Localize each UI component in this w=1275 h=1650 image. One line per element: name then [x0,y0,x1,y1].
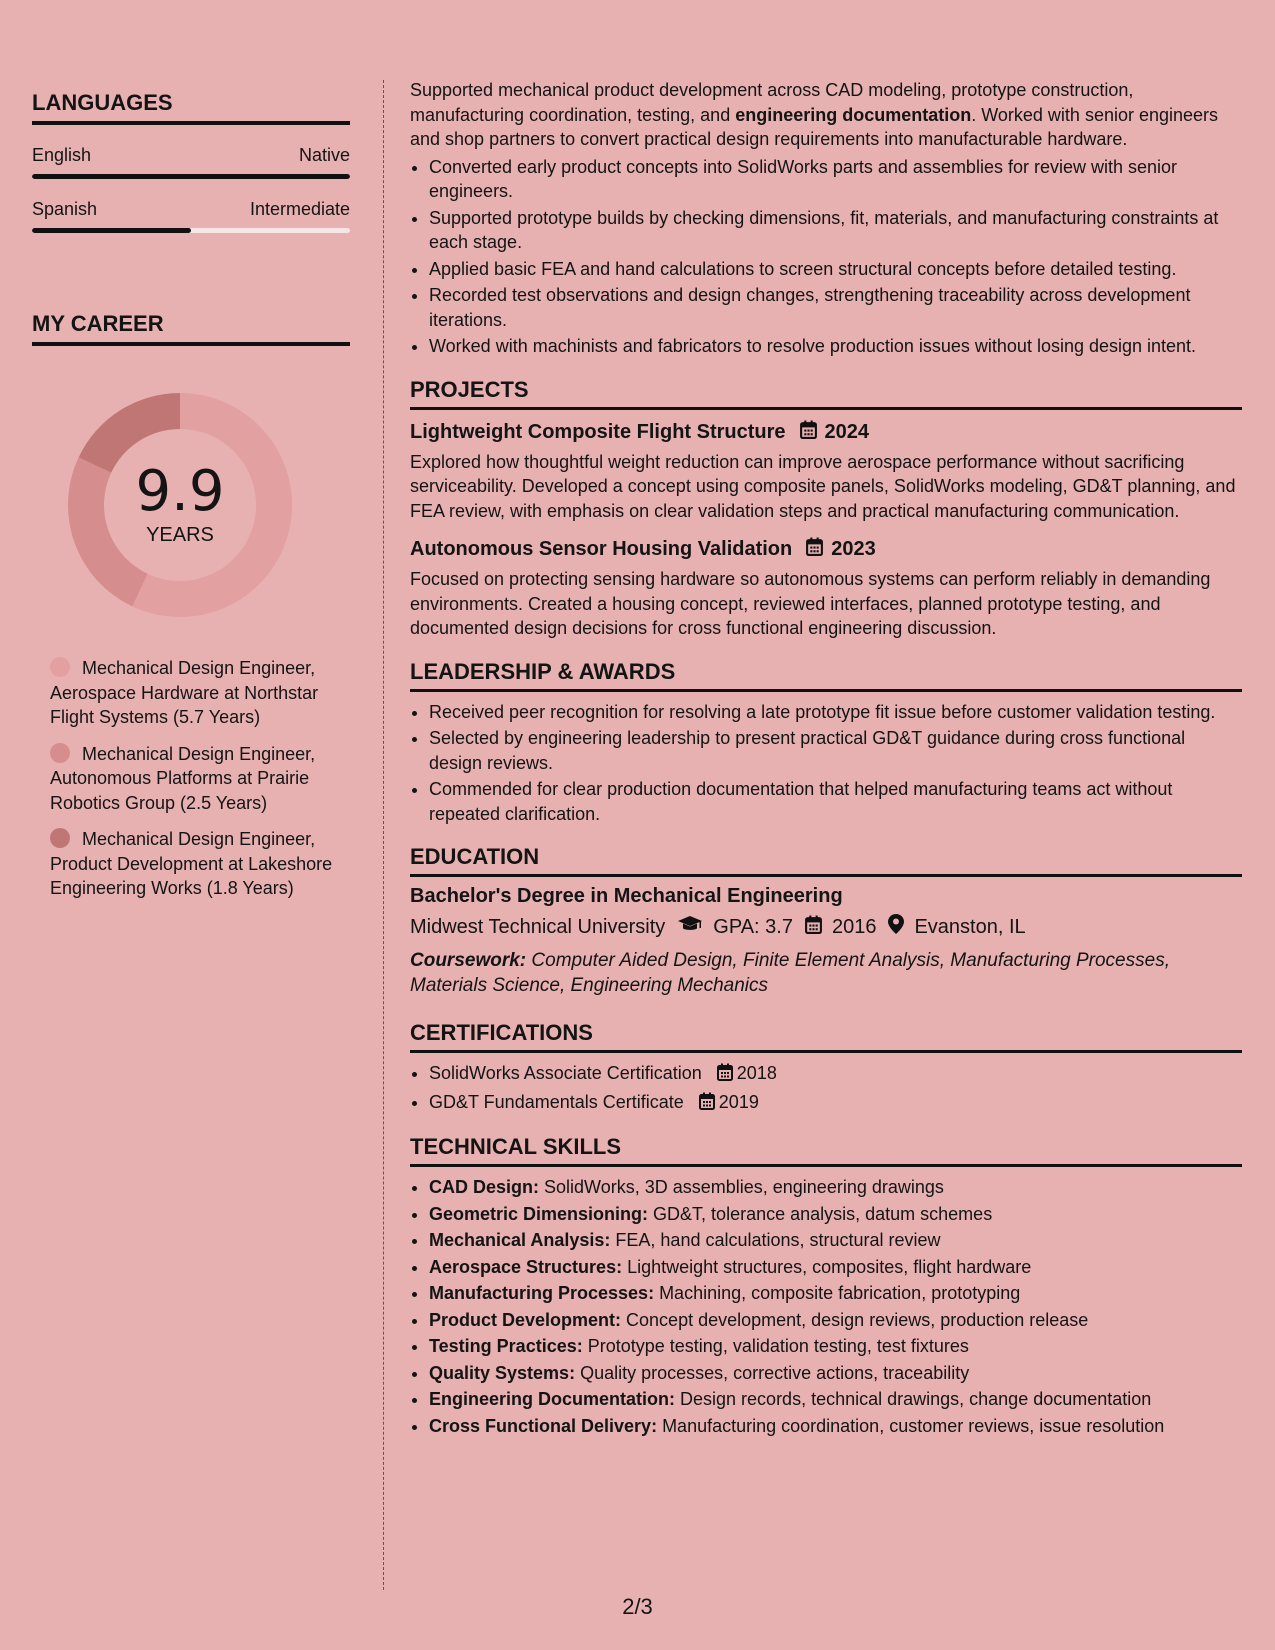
career-years-unit: YEARS [146,523,214,546]
skill-item [429,1175,1242,1200]
skill-item [429,1281,1242,1306]
skill-value: Prototype testing, validation testing, test fixtures [582,1336,969,1356]
coursework [410,948,1242,998]
leadership-bullet: • Selected by engineering leadership to present practical GD&T guidance during cross functional design reviews. [429,726,1242,775]
summary-text: . Worked with senior engineers and shop partners to convert practical design requirements into manufacturable hardware. [410,104,1219,149]
skill-label: Engineering Documentation: [429,1389,676,1409]
skill-label: Cross Functional Delivery: [429,1415,658,1436]
project-description: Focused on protecting sensing hardware so autonomous systems can perform reliably in demanding environments. Created a housing concept, reviewed interfaces, planned prototype testing, and documented design decisions for cross functional engineering discussion. [410,569,1211,638]
legend-dot [50,657,70,677]
graduation-year: 2016 [831,915,877,938]
career-total-years: 9.9 [135,458,225,524]
career-legend-item [50,742,340,816]
summary-bold-text: engineering documentation [735,104,972,125]
language-item [32,145,350,179]
skill-value: Quality processes, corrective actions, traceability [575,1362,970,1383]
degree-title: Bachelor's Degree in Mechanical Engineering [410,885,843,907]
experience-bullet: • Converted early product concepts into SolidWorks parts and assemblies for review with senior engineers. [429,155,1242,204]
language-name: Spanish [32,199,98,219]
education-heading: EDUCATION [410,844,1242,877]
language-proficiency-bar [32,174,350,179]
coursework-label: Coursework: [410,950,527,971]
skill-item [429,1255,1242,1280]
certifications-heading: CERTIFICATIONS [410,1020,1242,1053]
summary-text: Supported mechanical product development across CAD modeling, prototype construction, manufacturing coordination, testing, and [410,80,1134,125]
experience-bullet: • Worked with machinists and fabricators to resolve production issues without losing design intent. [429,334,1242,359]
experience-bullets [410,155,1242,359]
career-legend [50,656,340,901]
career-donut-chart [65,390,295,620]
language-level: Native [298,145,350,165]
projects-heading: PROJECTS [410,377,1242,410]
career-legend-item [50,656,340,730]
skill-value: Design records, technical drawings, change documentation [675,1389,1152,1409]
gpa: GPA: 3.7 [713,915,793,938]
left-column [32,90,350,913]
certification-list [410,1061,1242,1116]
calendar-icon [699,1092,715,1117]
skills-list [410,1175,1242,1438]
skill-value: SolidWorks, 3D assemblies, engineering drawings [539,1177,944,1197]
legend-dot [50,828,70,848]
skill-item [429,1361,1242,1386]
skill-item [429,1202,1242,1227]
calendar-icon [806,537,823,562]
skill-label: Product Development: [429,1309,622,1330]
language-proficiency-fill [32,228,191,233]
skill-label: CAD Design: [429,1177,540,1197]
skill-label: Mechanical Analysis: [429,1230,611,1250]
skill-value: Concept development, design reviews, production release [621,1309,1089,1330]
career-heading: MY CAREER [32,311,350,346]
column-divider [383,80,384,1590]
experience-summary [410,78,1242,152]
career-role-label: Mechanical Design Engineer, Autonomous Platforms at Prairie Robotics Group (2.5 Years) [50,743,316,813]
certification-name: SolidWorks Associate Certification [429,1063,702,1083]
calendar-icon [800,420,817,445]
skill-value: Machining, composite fabrication, prototyping [654,1283,1021,1303]
skill-label: Manufacturing Processes: [429,1283,655,1303]
experience-bullet: • Recorded test observations and design changes, strengthening traceability across development iterations. [429,283,1242,332]
right-column [410,78,1242,1440]
skill-value: Lightweight structures, composites, flight hardware [622,1256,1032,1277]
skill-value: GD&T, tolerance analysis, datum schemes [648,1203,993,1224]
experience-bullet: • Applied basic FEA and hand calculations to screen structural concepts before detailed testing. [429,257,1242,282]
languages-heading: LANGUAGES [32,90,350,125]
leadership-bullet: • Commended for clear production documentation that helped manufacturing teams act without repeated clarification. [429,777,1242,826]
graduation-cap-icon [677,915,703,939]
project-name: Lightweight Composite Flight Structure [410,420,786,443]
language-level: Intermediate [249,199,350,219]
skill-label: Testing Practices: [429,1336,583,1356]
skill-item [429,1387,1242,1412]
legend-dot [50,743,70,763]
language-name: English [32,145,92,165]
career-legend-item [50,827,340,901]
skill-value: FEA, hand calculations, structural review [610,1230,941,1250]
skill-item [429,1308,1242,1333]
certification-year: 2019 [718,1091,759,1112]
skill-item [429,1228,1242,1253]
page-number: 2/3 [622,1594,653,1619]
experience-bullet: • Supported prototype builds by checking dimensions, fit, materials, and manufacturing constraints at each stage. [429,206,1242,255]
calendar-icon [717,1063,733,1088]
language-item [32,199,350,233]
skill-label: Quality Systems: [429,1362,576,1383]
school-name: Midwest Technical University [410,915,666,938]
language-proficiency-bar [32,228,350,233]
certification-item [429,1061,1242,1088]
skills-heading: TECHNICAL SKILLS [410,1134,1242,1167]
school-location: Evanston, IL [914,915,1026,938]
project-year: 2024 [824,420,870,443]
leadership-bullets [410,700,1242,827]
career-role-label: Mechanical Design Engineer, Product Development at Lakeshore Engineering Works (1.8 Years) [50,829,333,898]
skill-label: Aerospace Structures: [429,1256,623,1277]
skill-label: Geometric Dimensioning: [429,1203,649,1224]
certification-year: 2018 [736,1063,777,1083]
skill-value: Manufacturing coordination, customer reviews, issue resolution [657,1415,1165,1436]
certification-name: GD&T Fundamentals Certificate [429,1091,684,1112]
project-item [410,537,1242,641]
project-year: 2023 [831,538,876,560]
skill-item [429,1414,1242,1439]
project-item [410,420,1242,524]
career-role-label: Mechanical Design Engineer, Aerospace Hardware at Northstar Flight Systems (5.7 Years) [50,658,319,727]
calendar-icon [805,915,822,940]
certification-item [429,1090,1242,1117]
project-name: Autonomous Sensor Housing Validation [410,538,793,560]
language-proficiency-fill [32,174,350,179]
coursework-list: Computer Aided Design, Finite Element Analysis, Manufacturing Processes, Materials Science, Engineering Mechanics [410,950,1170,996]
leadership-heading: LEADERSHIP & AWARDS [410,659,1242,692]
project-description: Explored how thoughtful weight reduction can improve aerospace performance without sacrificing serviceability. Developed a concept using composite panels, SolidWorks modeling, GD&T planning, and FEA review, with emphasis on clear validation steps and practical manufacturing communication. [410,451,1236,521]
education-details [410,914,1242,940]
skill-item [429,1334,1242,1359]
location-pin-icon [888,914,904,940]
leadership-bullet: • Received peer recognition for resolving a late prototype fit issue before customer validation testing. [429,700,1242,725]
